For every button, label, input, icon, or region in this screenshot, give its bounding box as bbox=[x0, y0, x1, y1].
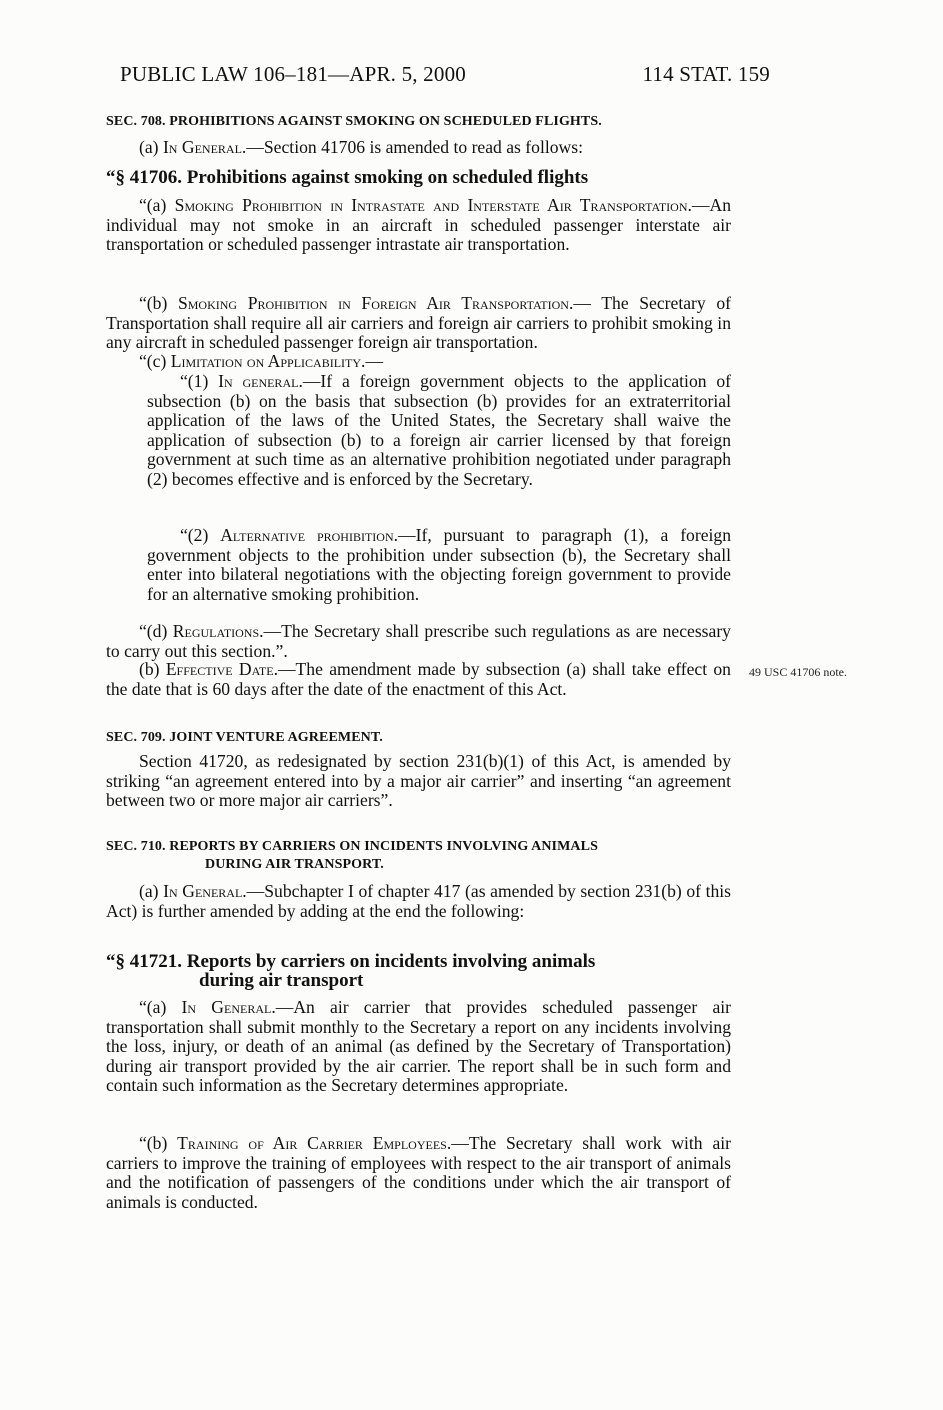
section-708-a bbox=[106, 138, 731, 158]
text: .—Section 41706 is amended to read as follows: bbox=[241, 137, 583, 157]
text: .— bbox=[361, 351, 384, 371]
label: “(a) bbox=[139, 195, 175, 215]
caption: In General bbox=[162, 137, 242, 157]
section-41706-c-2 bbox=[147, 526, 731, 604]
text: .—The amendment made by subsection (a) shall take effect on the date that is 60 days after the date of the enactment of this Act. bbox=[106, 659, 731, 699]
label: “(a) bbox=[139, 997, 182, 1017]
code-section-41706-heading: “§ 41706. Prohibitions against smoking on scheduled flights bbox=[106, 167, 589, 188]
section-41721-b bbox=[106, 1134, 731, 1212]
text: .—If a foreign government objects to the application of subsection (b) on the basis that subsection (b) provides for an extraterritorial application of the laws of the United States, the Secretary shall waive the application of subsection (b) to a foreign air carrier licensed by that foreign government at such time as an alternative prohibition negotiated under paragraph (2) becomes effective and is enforced by the Secretary. bbox=[147, 371, 731, 489]
caption: Smoking Prohibition in Intrastate and Interstate Air Transportation bbox=[174, 195, 688, 215]
caption: Effective Date bbox=[165, 659, 274, 679]
heading-line-2: DURING AIR TRANSPORT. bbox=[205, 857, 384, 872]
section-710-a bbox=[106, 882, 731, 921]
caption: Alternative prohibition bbox=[220, 525, 394, 545]
text: .—The Secretary shall prescribe such regulations as are necessary to carry out this section.”. bbox=[106, 621, 731, 661]
label: “(b) bbox=[139, 1133, 178, 1153]
caption: In General bbox=[163, 881, 243, 901]
label: (b) bbox=[139, 659, 166, 679]
text: .—An air carrier that provides scheduled passenger air transportation shall submit monthly to the Secretary a report on any incidents involving the loss, injury, or death of an animal (as defined by the Secretary of Transportation) during air transport provided by the air carrier. The report shall be in such form and contain such information as the Secretary determines appropriate. bbox=[106, 997, 731, 1095]
heading-line-1: “§ 41721. Reports by carriers on incidents involving animals bbox=[106, 951, 596, 972]
section-709-heading: SEC. 709. JOINT VENTURE AGREEMENT. bbox=[106, 730, 383, 745]
caption: In general bbox=[218, 371, 299, 391]
text: .—An individual may not smoke in an aircraft in scheduled passenger interstate air transportation or scheduled passenger intrastate air transportation. bbox=[106, 195, 731, 254]
text: .—The Secretary shall work with air carriers to improve the training of employees with respect to the air transport of animals and the notification of passengers of the conditions under which the air transport of animals is conducted. bbox=[106, 1133, 731, 1212]
section-41706-b bbox=[106, 294, 731, 353]
label: (a) bbox=[139, 881, 164, 901]
section-708-b bbox=[106, 660, 731, 699]
label: (a) bbox=[139, 137, 163, 157]
section-41706-c-1 bbox=[147, 372, 731, 489]
text: .—Subchapter I of chapter 417 (as amended by section 231(b) of this Act) is further amended by adding at the end the following: bbox=[106, 881, 731, 921]
caption: Regulations bbox=[172, 621, 260, 641]
label: “(c) bbox=[139, 351, 171, 371]
label: “(2) bbox=[180, 525, 221, 545]
label: “(b) bbox=[139, 293, 178, 313]
section-41721-a bbox=[106, 998, 731, 1096]
caption: Limitation on Applicability bbox=[170, 351, 362, 371]
text: .— The Secretary of Transportation shall require all air carriers and foreign air carriers to prohibit smoking in any aircraft in scheduled passenger foreign air transportation. bbox=[106, 293, 731, 352]
margin-note: 49 USC 41706 note. bbox=[749, 665, 848, 679]
code-section-41721-heading bbox=[106, 952, 731, 990]
heading-line-1: SEC. 710. REPORTS BY CARRIERS ON INCIDENTS INVOLVING ANIMALS bbox=[106, 839, 598, 854]
label: “(d) bbox=[139, 621, 173, 641]
running-head-title: PUBLIC LAW 106–181—APR. 5, 2000 bbox=[120, 62, 466, 86]
section-41706-a bbox=[106, 196, 731, 255]
section-708-heading: SEC. 708. PROHIBITIONS AGAINST SMOKING ON SCHEDULED FLIGHTS. bbox=[106, 114, 602, 129]
section-710-heading bbox=[106, 838, 731, 874]
label: “(1) bbox=[180, 371, 219, 391]
caption: In General bbox=[181, 997, 272, 1017]
text: .—If, pursuant to paragraph (1), a foreign government objects to the prohibition under subsection (b), the Secretary shall enter into bilateral negotiations with the objecting foreign government to provide for an alternative smoking prohibition. bbox=[147, 525, 731, 604]
section-41706-c bbox=[106, 352, 731, 372]
caption: Training of Air Carrier Employees bbox=[177, 1133, 447, 1153]
heading-line-2: during air transport bbox=[199, 970, 364, 991]
section-41706-d bbox=[106, 622, 731, 661]
page-number: 114 STAT. 159 bbox=[642, 62, 770, 86]
caption: Smoking Prohibition in Foreign Air Transportation bbox=[177, 293, 569, 313]
section-709-text: Section 41720, as redesignated by section 231(b)(1) of this Act, is amended by striking “an agreement entered into by a major air carrier” and inserting “an agreement between two or more major air carriers”. bbox=[106, 751, 731, 810]
